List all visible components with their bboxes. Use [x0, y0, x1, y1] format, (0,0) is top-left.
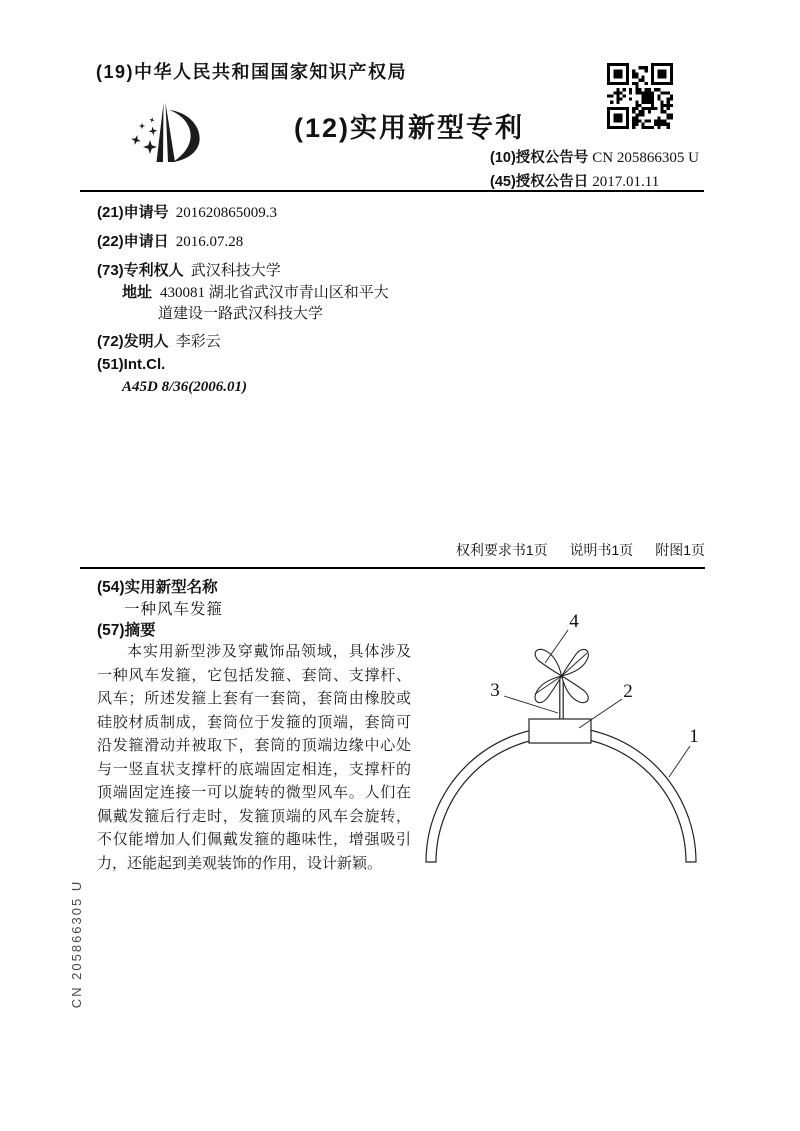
abstract-text: 本实用新型涉及穿戴饰品领域，具体涉及一种风车发箍，它包括发箍、套筒、支撑杆、风车；所述发箍上套有一套筒，套筒由橡胶或硅胶材质制成，套筒位于发箍的顶端，套筒可沿发箍滑动并被取下，套筒的顶端边缘中心处与一竖直状支撑杆的底端固定相连，支撑杆的顶端固定连接一可以旋转的微型风车。人们在佩戴发箍后行走时，发箍顶端的风车会旋转，不仅能增加人们佩戴发箍的趣味性，增强吸引力，还能起到美观装饰的作用，设计新颖。 [97, 643, 411, 872]
int-cl-label: (51)Int.Cl. [97, 356, 166, 373]
address-label: 地址 [122, 284, 153, 301]
invention-title: 一种风车发箍 [124, 601, 224, 618]
publication-date-value: 2017.01.11 [592, 174, 660, 190]
application-number-label: (21)申请号 [97, 204, 169, 221]
publication-number-label: (10)授权公告号 [490, 150, 589, 166]
figures-pages: 附图1页 [655, 542, 705, 558]
application-number-value: 201620865009.3 [175, 205, 277, 221]
leader-lines [504, 630, 690, 777]
section-divider [80, 567, 705, 569]
address-row [122, 281, 389, 302]
description-pages: 说明书1页 [569, 542, 634, 558]
address-row-2 [158, 302, 323, 323]
headband-shape [426, 727, 696, 862]
figure-label-rod: 3 [490, 680, 500, 701]
patent-drawing [411, 597, 721, 887]
sipo-logo-icon [112, 90, 212, 190]
application-date-row [97, 230, 243, 251]
publication-number-row [490, 146, 699, 167]
document-type-title: (12)实用新型专利 [294, 113, 525, 143]
claims-pages: 权利要求书1页 [455, 542, 548, 558]
application-date-label: (22)申请日 [97, 233, 169, 250]
address-line2: 道建设一路武汉科技大学 [158, 305, 324, 322]
application-number-row [97, 201, 277, 222]
int-cl-row [97, 356, 165, 373]
patentee-row [97, 259, 281, 280]
publication-number-value: CN 205866305 U [592, 150, 699, 166]
sleeve-shape [529, 719, 591, 743]
header-divider [80, 190, 704, 192]
inventor-value: 李彩云 [175, 333, 221, 350]
figure-label-pinwheel: 4 [569, 611, 579, 632]
inventor-row [97, 330, 221, 351]
publication-date-label: (45)授权公告日 [490, 174, 589, 190]
application-date-value: 2016.07.28 [175, 234, 244, 250]
star-icon [130, 117, 158, 154]
side-document-number: CN 205866305 U [69, 879, 84, 1009]
patent-office-name: (19)中华人民共和国国家知识产权局 [96, 62, 408, 82]
patentee-value: 武汉科技大学 [190, 262, 281, 279]
publication-date-row [490, 170, 659, 191]
qr-code-icon [607, 63, 673, 129]
figure-label-sleeve: 2 [623, 681, 633, 702]
int-cl-value: A45D 8/36(2006.01) [122, 379, 247, 395]
pages-info [80, 540, 705, 560]
inventor-label: (72)发明人 [97, 333, 169, 350]
address-line1: 430081 湖北省武汉市青山区和平大 [160, 285, 389, 301]
title-section-label: (54)实用新型名称 [97, 579, 218, 596]
patentee-label: (73)专利权人 [97, 262, 184, 279]
figure-label-headband: 1 [689, 726, 699, 747]
abstract-section-label: (57)摘要 [97, 622, 156, 639]
